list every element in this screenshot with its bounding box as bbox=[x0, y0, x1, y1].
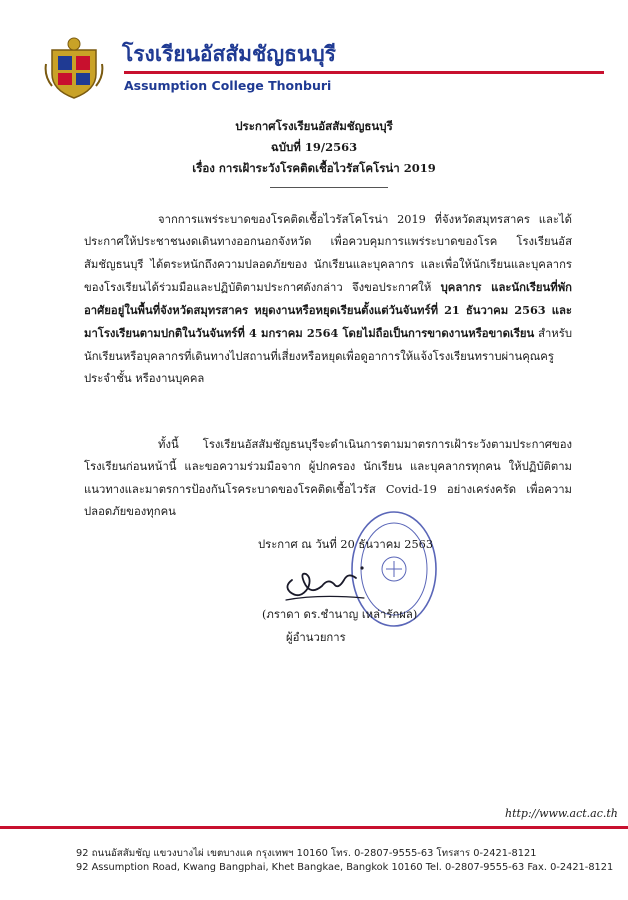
announcement-date: ประกาศ ณ วันที่ 20 ธันวาคม 2563 bbox=[258, 538, 434, 551]
signatory-position: ผู้อำนวยการ bbox=[286, 631, 346, 644]
footer-address-english: 92 Assumption Road, Kwang Bangphai, Khet Bangkae, Bangkok 10160 Tel. 0-2807-9555-63 Fax. 0-2421-8121 bbox=[76, 862, 614, 873]
title-divider bbox=[270, 187, 388, 188]
announcement-title: ประกาศโรงเรียนอัสสัมชัญธนบุรี bbox=[235, 119, 393, 133]
paragraph-1-bold-text: บุคลากร และนักเรียนที่พักอาศัยอยู่ในพื้นที่จังหวัดสมุทรสาคร หยุดงานหรือหยุดเรียนตั้งแต่วันจันทร์ที่ 21 ธันวาคม 2563 และมาโรงเรียนตามปกติในวันจันทร์ที่ 4 มกราคม 2564 โดยไม่ถือเป็นการขาดงานหรือขาดเรียน bbox=[84, 279, 572, 341]
website-link[interactable]: http://www.act.ac.th bbox=[505, 807, 618, 820]
announcement-titles bbox=[0, 116, 628, 179]
paragraph-1-text: จากการแพร่ระบาดของโรคติดเชื้อไวรัสโคโรน่า 2019 ที่จังหวัดสมุทรสาคร และได้ประกาศให้ประชาชนงดเดินทางออกนอกจังหวัด เพื่อควบคุมการแพร่ระบาดของโรค โรงเรียนอัสสัมชัญธนบุรี ได้ตระหนักถึงความปลอดภัยของ นักเรียนและบุคลากร และเพื่อให้นักเรียนและบุคลากรของโรงเรียนได้ร่วมมือและปฏิบัติตามประกาศดังกล่าว จึงขอประกาศให้ bbox=[84, 213, 572, 294]
paragraph-1-text-end: สำหรับนักเรียนหรือบุคลากรที่เดินทางไปสถานที่เสี่ยงหรือหยุดเพื่อดูอาการให้แจ้งโรงเรียนทราบผ่านคุณครูประจำชั้น หรืองานบุคคล bbox=[84, 327, 572, 386]
header-divider bbox=[124, 71, 604, 74]
announcement-subject: เรื่อง การเฝ้าระวังโรคติดเชื้อไวรัสโคโรน่า 2019 bbox=[192, 161, 436, 175]
school-crest-logo bbox=[44, 36, 104, 100]
footer-divider bbox=[0, 826, 628, 829]
paragraph-2 bbox=[84, 434, 572, 523]
handwritten-signature bbox=[278, 560, 370, 608]
school-name-english: Assumption College Thonburi bbox=[124, 78, 332, 93]
paragraph-1 bbox=[84, 209, 572, 390]
signatory-name: (ภราดา ดร.ชำนาญ เหล่ารักผล) bbox=[262, 608, 418, 621]
announcement-number: ฉบับที่ 19/2563 bbox=[270, 140, 358, 154]
paragraph-2-text: ทั้งนี้ โรงเรียนอัสสัมชัญธนบุรีจะดำเนินการตามมาตรการเฝ้าระวังตามประกาศของโรงเรียนก่อนหน้านี้ และขอความร่วมมือจาก ผู้ปกครอง นักเรียน และบุคลากรทุกคน ให้ปฏิบัติตามแนวทางและมาตรการป้องกันโรคระบาดของโรคติดเชื้อไวรัส Covid-19 อย่างเคร่งครัด เพื่อความปลอดภัยของทุกคน bbox=[84, 438, 572, 518]
footer-address-thai: 92 ถนนอัสสัมชัญ แขวงบางไผ่ เขตบางแค กรุงเทพฯ 10160 โทร. 0-2807-9555-63 โทรสาร 0-2421-8121 bbox=[76, 848, 537, 859]
school-name-thai: โรงเรียนอัสสัมชัญธนบุรี bbox=[122, 42, 336, 66]
